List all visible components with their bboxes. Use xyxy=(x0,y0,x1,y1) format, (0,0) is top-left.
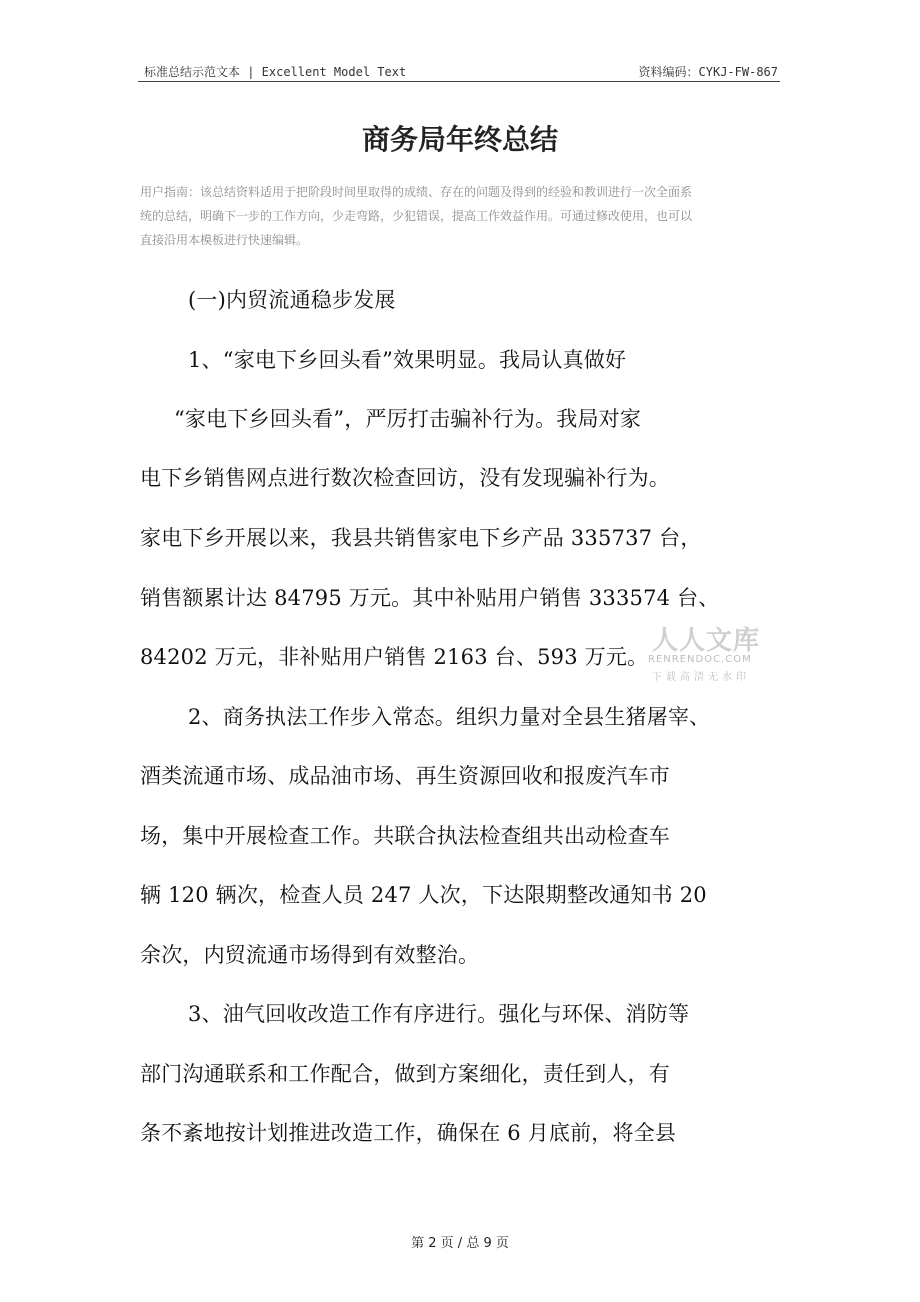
body-line: “家电下乡回头看”，严厉打击骗补行为。我局对家 xyxy=(174,407,642,431)
body-line: 3、油气回收改造工作有序进行。强化与环保、消防等 xyxy=(188,1002,690,1026)
page-number: 第 2 页 / 总 9 页 xyxy=(411,1236,509,1251)
body-line: 辆 120 辆次，检查人员 247 人次，下达限期整改通知书 20 xyxy=(140,883,707,907)
body-line: 酒类流通市场、成品油市场、再生资源回收和报废汽车市 xyxy=(140,764,670,788)
body-line: 条不紊地按计划推进改造工作，确保在 6 月底前，将全县 xyxy=(140,1121,677,1145)
body-line: 2、商务执法工作步入常态。组织力量对全县生猪屠宰、 xyxy=(188,705,711,729)
page-header xyxy=(138,62,780,80)
header-left-text: 标准总结示范文本 | Excellent Model Text xyxy=(144,65,407,79)
user-guide xyxy=(140,180,780,252)
section-heading: (一)内贸流通稳步发展 xyxy=(188,288,396,312)
body-line: 家电下乡开展以来，我县共销售家电下乡产品 335737 台， xyxy=(140,526,702,550)
header-document-code: 资料编码：CYKJ-FW-867 xyxy=(638,65,778,79)
body-line: 84202 万元，非补贴用户销售 2163 台、593 万元。 xyxy=(140,645,649,669)
header-divider xyxy=(138,81,780,82)
watermark-subtext: 下载高清无水印 xyxy=(652,672,750,683)
user-guide-line: 用户指南：该总结资料适用于把阶段时间里取得的成绩、存在的问题及得到的经验和教训进行一次全面系 xyxy=(140,185,693,199)
document-title: 商务局年终总结 xyxy=(361,123,558,156)
watermark-url: RENRENDOC.COM xyxy=(648,654,752,665)
body-line: 电下乡销售网点进行数次检查回访，没有发现骗补行为。 xyxy=(140,466,670,490)
body-line: 销售额累计达 84795 万元。其中补贴用户销售 333574 台、 xyxy=(140,586,720,610)
body-line: 场，集中开展检查工作。共联合执法检查组共出动检查车 xyxy=(140,824,670,848)
user-guide-line: 直接沿用本模板进行快速编辑。 xyxy=(140,233,309,247)
watermark-logo xyxy=(648,620,772,682)
body-line: 余次，内贸流通市场得到有效整治。 xyxy=(140,943,480,967)
body-line: 部门沟通联系和工作配合，做到方案细化，责任到人，有 xyxy=(140,1062,670,1086)
user-guide-line: 统的总结，明确下一步的工作方向，少走弯路，少犯错误，提高工作效益作用。可通过修改使用，也可以 xyxy=(140,209,693,223)
watermark-main-text: 人人文库 xyxy=(652,626,761,656)
body-line: 1、“家电下乡回头看”效果明显。我局认真做好 xyxy=(188,348,627,372)
